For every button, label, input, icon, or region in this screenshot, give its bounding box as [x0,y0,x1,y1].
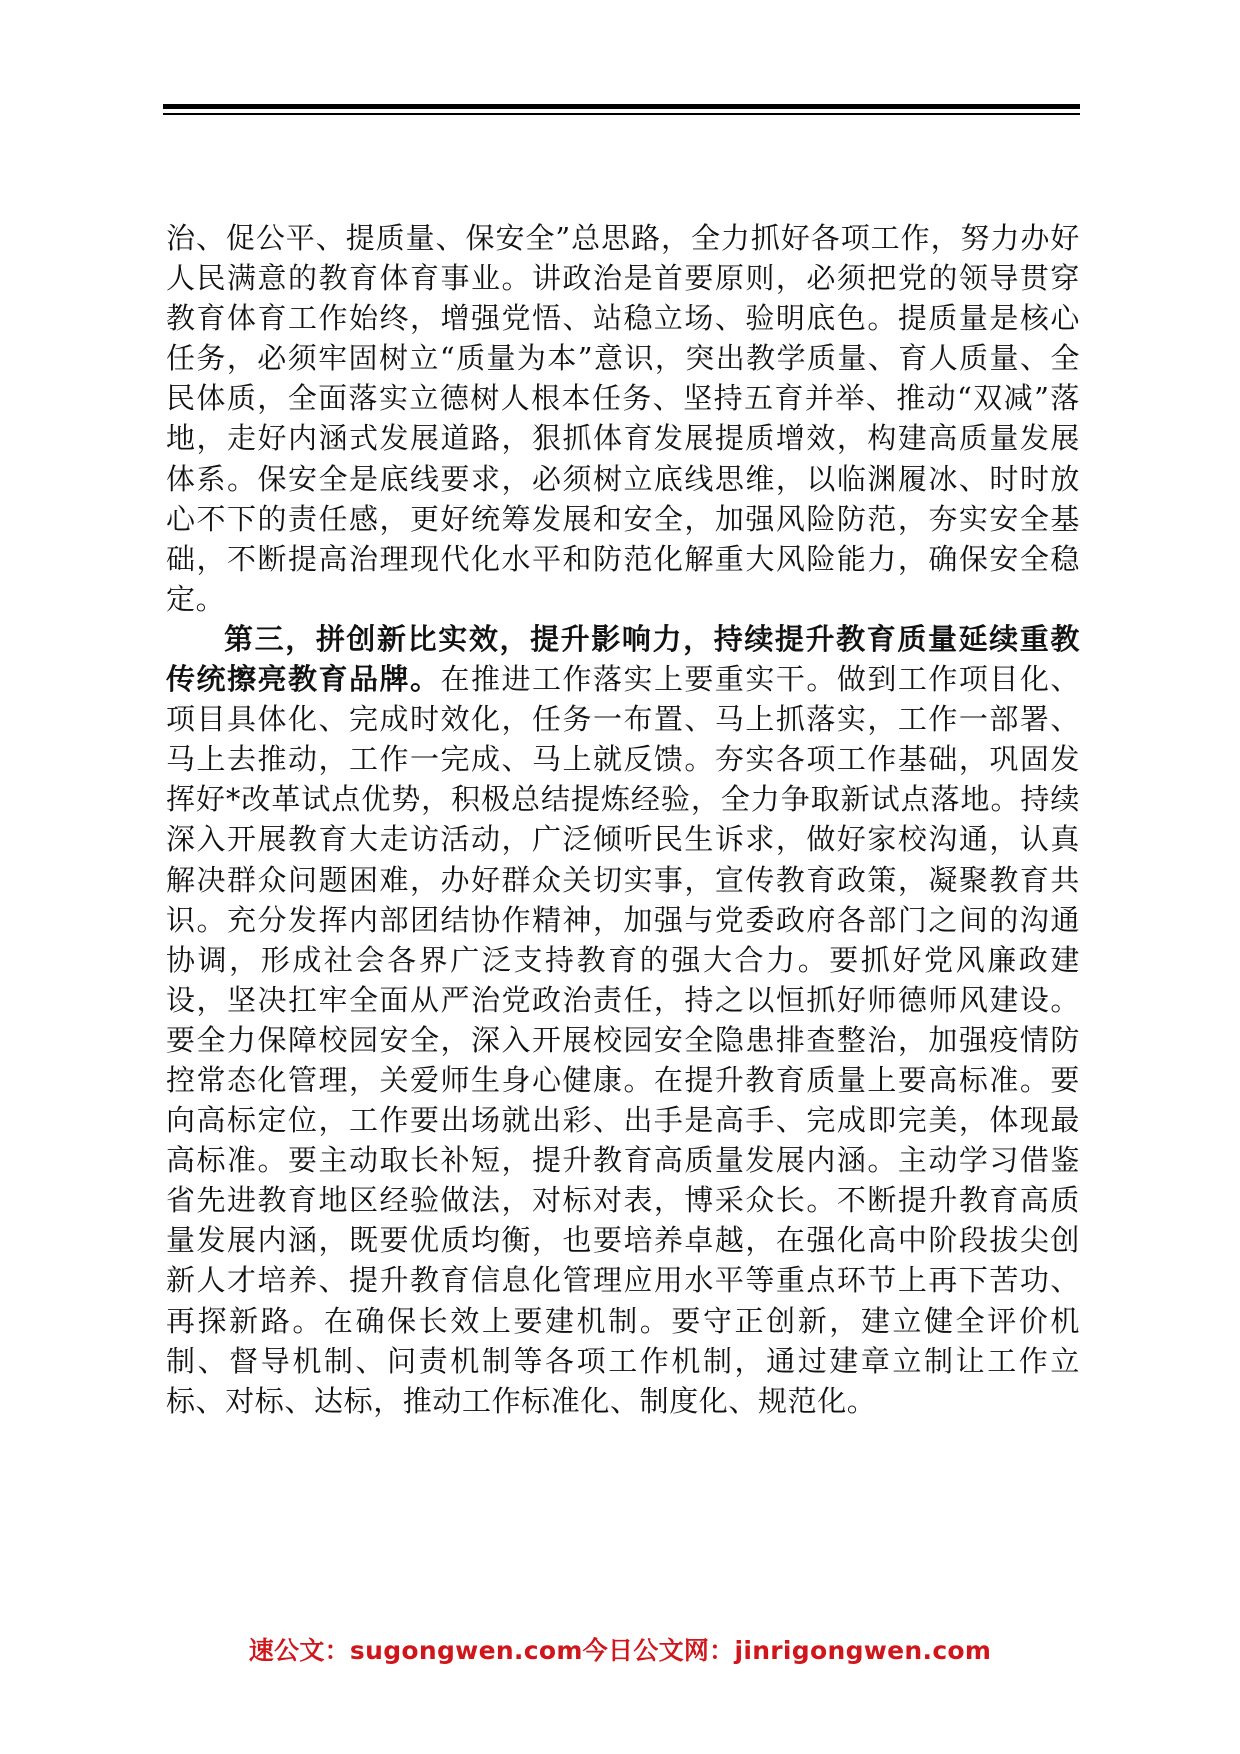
document-body [166,218,1080,1421]
paragraph-body-text: 在推进工作落实上要重实干。做到工作项目化、项目具体化、完成时效化，任务一布置、马上抓落实，工作一部署、马上去推动，工作一完成、马上就反馈。夯实各项工作基础，巩固发挥好*改革试点优势，积极总结提炼经验，全力争取新试点落地。持续深入开展教育大走访活动，广泛倾听民生诉求，做好家校沟通，认真解决群众问题困难，办好群众关切实事，宣传教育政策，凝聚教育共识。充分发挥内部团结协作精神，加强与党委政府各部门之间的沟通协调，形成社会各界广泛支持教育的强大合力。要抓好党风廉政建设，坚决扛牢全面从严治党政治责任，持之以恒抓好师德师风建设。要全力保障校园安全，深入开展校园安全隐患排查整治，加强疫情防控常态化管理，关爱师生身心健康。在提升教育质量上要高标准。要向高标定位，工作要出场就出彩、出手是高手、完成即完美，体现最高标准。要主动取长补短，提升教育高质量发展内涵。主动学习借鉴省先进教育地区经验做法，对标对表，博采众长。不断提升教育高质量发展内涵，既要优质均衡，也要培养卓越，在强化高中阶段拔尖创新人才培养、提升教育信息化管理应用水平等重点环节上再下苦功、再探新路。在确保长效上要建机制。要守正创新，建立健全评价机制、督导机制、问责机制等各项工作机制，通过建章立制让工作立标、对标、达标，推动工作标准化、制度化、规范化。 [166,662,1080,1418]
paragraph-lead-heading: 第三，拼创新比实效，提升影响力，持续提升教育质量延续重教传统擦亮教育品牌。 [166,621,1080,697]
paragraph-continued: 治、促公平、提质量、保安全”总思路，全力抓好各项工作，努力办好人民满意的教育体育事业。讲政治是首要原则，必须把党的领导贯穿教育体育工作始终，增强党悟、站稳立场、验明底色。提质量是核心任务，必须牢固树立“质量为本”意识，突出教学质量、育人质量、全民体质，全面落实立德树人根本任务、坚持五育并举、推动“双减”落地，走好内涵式发展道路，狠抓体育发展提质增效，构建高质量发展体系。保安全是底线要求，必须树立底线思维，以临渊履冰、时时放心不下的责任感，更好统筹发展和安全，加强风险防范，夯实安全基础，不断提高治理现代化水平和防范化解重大风险能力，确保安全稳定。 [166,221,1080,616]
paragraph-third-point [166,619,1080,1421]
header-rule-thick [163,104,1080,109]
footer-watermark: 速公文：sugongwen.com今日公文网：jinrigongwen.com [248,1636,992,1665]
header-rule-thin [163,113,1080,115]
